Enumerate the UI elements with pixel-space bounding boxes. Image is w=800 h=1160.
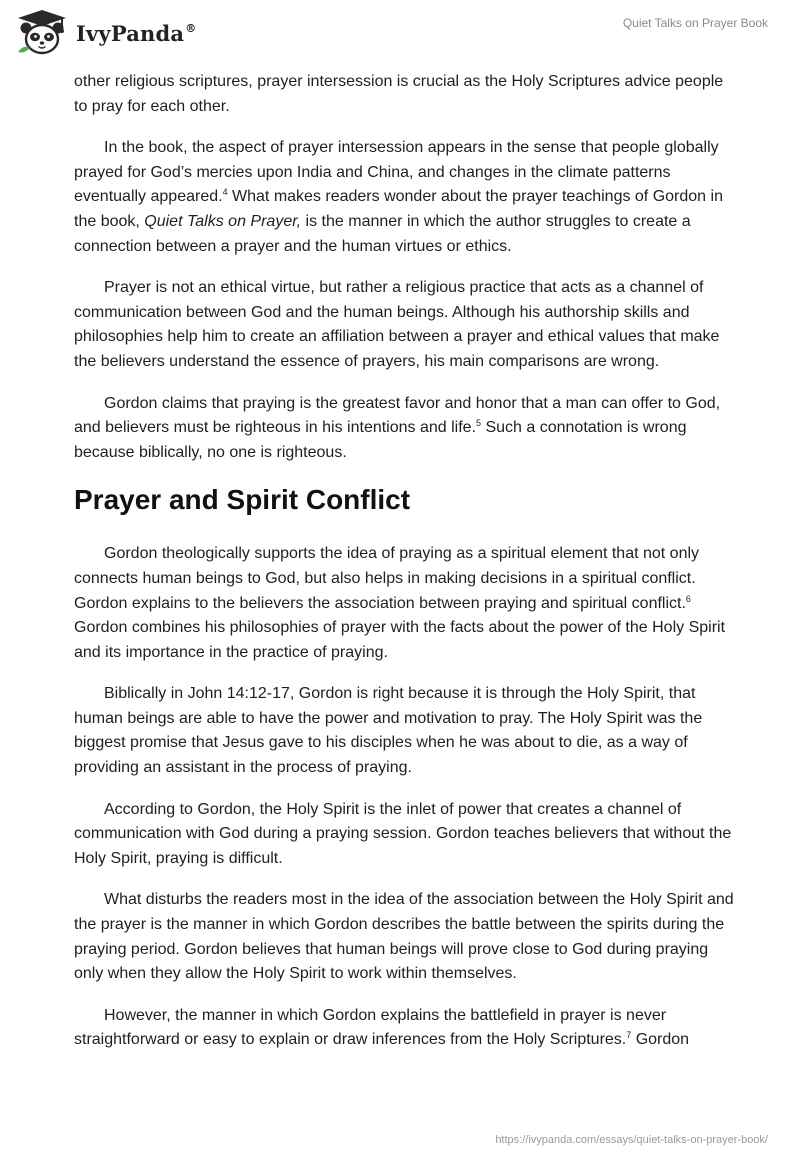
paragraph-1: other religious scriptures, prayer intersession is crucial as the Holy Scriptures advice people to pray for each other. (74, 73, 724, 115)
document-title: Quiet Talks on Prayer Book (622, 16, 768, 30)
brand-logo[interactable] (14, 8, 196, 58)
footnote-ref[interactable]: 4 (222, 187, 228, 198)
essay-content (74, 70, 734, 1070)
paragraph-5: Gordon theologically supports the idea of praying as a spiritual element that not only connects human beings to God, but also helps in making decisions in a spiritual conflict. Gordon explains to the believers the association between praying and spiritual conflict.$^6$ Gordon combines his philosophies of prayer with the facts about the power of the Holy Spirit and its importance in the practice of praying. (74, 545, 726, 661)
paragraph-9: However, the manner in which Gordon explains the battlefield in prayer is never straightforward or easy to explain or draw inferences from the Holy Scriptures.$^7$ Gordon (74, 1006, 690, 1049)
footnote-ref[interactable]: 5 (476, 418, 482, 429)
section-heading: Prayer and Spirit Conflict (74, 484, 411, 516)
paragraph-7: According to Gordon, the Holy Spirit is the inlet of power that creates a channel of communication with God during a praying session. Gordon teaches believers that without the Holy Spirit, praying is difficult. (74, 800, 732, 867)
paragraph-2: In the book, the aspect of prayer intersession appears in the sense that people globally prayed for God’s mercies upon India and China, and changes in the climate patterns eventually appeared.$^4$ What makes readers wonder about the prayer teachings of Gordon in the book, Quiet Talks on Prayer, is the manner in which the author struggles to create a connection between a prayer and the human virtues or ethics. (74, 139, 723, 255)
page-header (0, 0, 800, 70)
panda-logo-icon (14, 8, 70, 58)
book-title: Quiet Talks on Prayer, (144, 212, 302, 230)
paragraph-6: Biblically in John 14:12-17, Gordon is right because it is through the Holy Spirit, that human beings are able to have the power and motivation to pray. The Holy Spirit was the biggest promise that Jesus gave to his disciples when he was about to die, as a way of providing an assistant in the process of praying. (74, 685, 703, 777)
footnote-ref[interactable]: 7 (626, 1030, 632, 1041)
paragraph-3: Prayer is not an ethical virtue, but rather a religious practice that acts as a channel of communication between God and the human beings. Although his authorship skills and philosophies help him to create an affiliation between a prayer and ethical values that make the believers understand the essence of prayers, his main comparisons are wrong. (74, 279, 720, 370)
brand-name: IvyPanda® (76, 20, 197, 46)
paragraph-4: Gordon claims that praying is the greatest favor and honor that a man can offer to God, and believers must be righteous in his intentions and life.$^5$ Such a connotation is wrong because biblically, no one is righteous. (74, 394, 721, 461)
paragraph-8: What disturbs the readers most in the idea of the association between the Holy Spirit and the prayer is the manner in which Gordon describes the battle between the spirits during the praying period. Gordon believes that human beings will prove close to God during praying only when they allow the Holy Spirit to work within themselves. (74, 891, 734, 983)
footnote-ref[interactable]: 6 (685, 593, 691, 604)
page-url[interactable]: https://ivypanda.com/essays/quiet-talks-on-prayer-book/ (495, 1134, 768, 1146)
